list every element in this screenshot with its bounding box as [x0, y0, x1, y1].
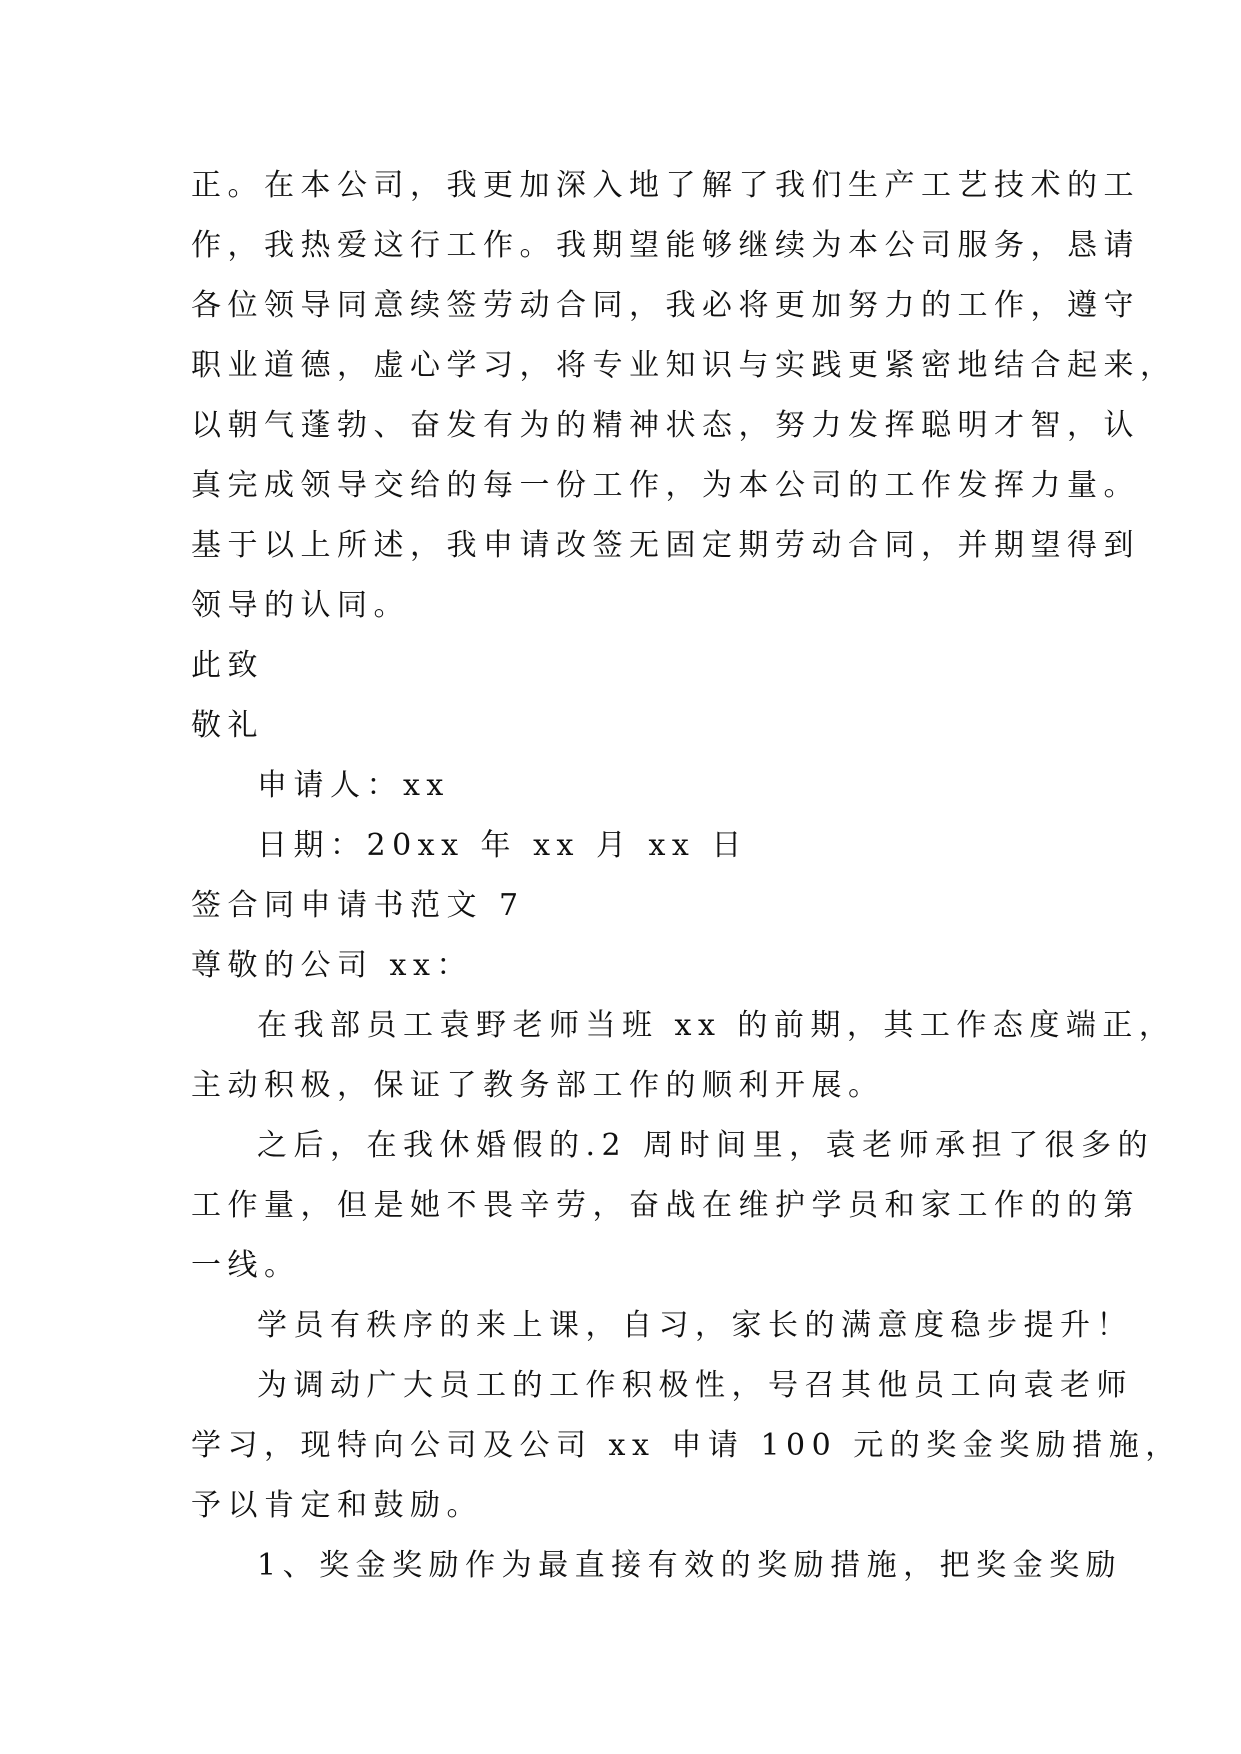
paragraph-line: 各位领导同意续签劳动合同，我必将更加努力的工作，遵守 — [191, 288, 1140, 323]
paragraph-line: 在我部员工袁野老师当班 xx 的前期，其工作态度端正， — [257, 1008, 1176, 1043]
paragraph-line: 学习，现特向公司及公司 xx 申请 100 元的奖金奖励措施， — [191, 1428, 1182, 1463]
paragraph-line: 领导的认同。 — [191, 588, 410, 623]
paragraph-line: 真完成领导交给的每一份工作，为本公司的工作发挥力量。 — [191, 468, 1140, 503]
paragraph-line: 学员有秩序的来上课，自习，家长的满意度稳步提升！ — [257, 1308, 1133, 1343]
paragraph-line: 予以肯定和鼓励。 — [191, 1488, 483, 1523]
applicant-line: 申请人：xx — [257, 768, 450, 803]
paragraph-line: 为调动广大员工的工作积极性，号召其他员工向袁老师 — [257, 1368, 1133, 1403]
date-line: 日期：20xx 年 xx 月 xx 日 — [257, 828, 748, 863]
paragraph-line: 正。在本公司，我更加深入地了解了我们生产工艺技术的工 — [191, 168, 1140, 203]
salutation-line: 此致 — [191, 648, 264, 683]
paragraph-line: 作，我热爱这行工作。我期望能够继续为本公司服务，恳请 — [191, 228, 1140, 263]
paragraph-line: 职业道德，虚心学习，将专业知识与实践更紧密地结合起来， — [191, 348, 1177, 383]
paragraph-line: 工作量，但是她不畏辛劳，奋战在维护学员和家工作的的第 — [191, 1188, 1140, 1223]
salutation-line: 敬礼 — [191, 708, 264, 743]
paragraph-line: 以朝气蓬勃、奋发有为的精神状态，努力发挥聪明才智，认 — [191, 408, 1140, 443]
paragraph-line: 主动积极，保证了教务部工作的顺利开展。 — [191, 1068, 885, 1103]
paragraph-line: 一线。 — [191, 1248, 301, 1283]
paragraph-line: 基于以上所述，我申请改签无固定期劳动合同，并期望得到 — [191, 528, 1140, 563]
paragraph-line: 之后，在我休婚假的.2 周时间里，袁老师承担了很多的 — [257, 1128, 1155, 1163]
greeting-line: 尊敬的公司 xx： — [191, 948, 473, 983]
section-title: 签合同申请书范文 7 — [191, 888, 525, 923]
paragraph-line: 1、奖金奖励作为最直接有效的奖励措施，把奖金奖励 — [257, 1548, 1123, 1583]
